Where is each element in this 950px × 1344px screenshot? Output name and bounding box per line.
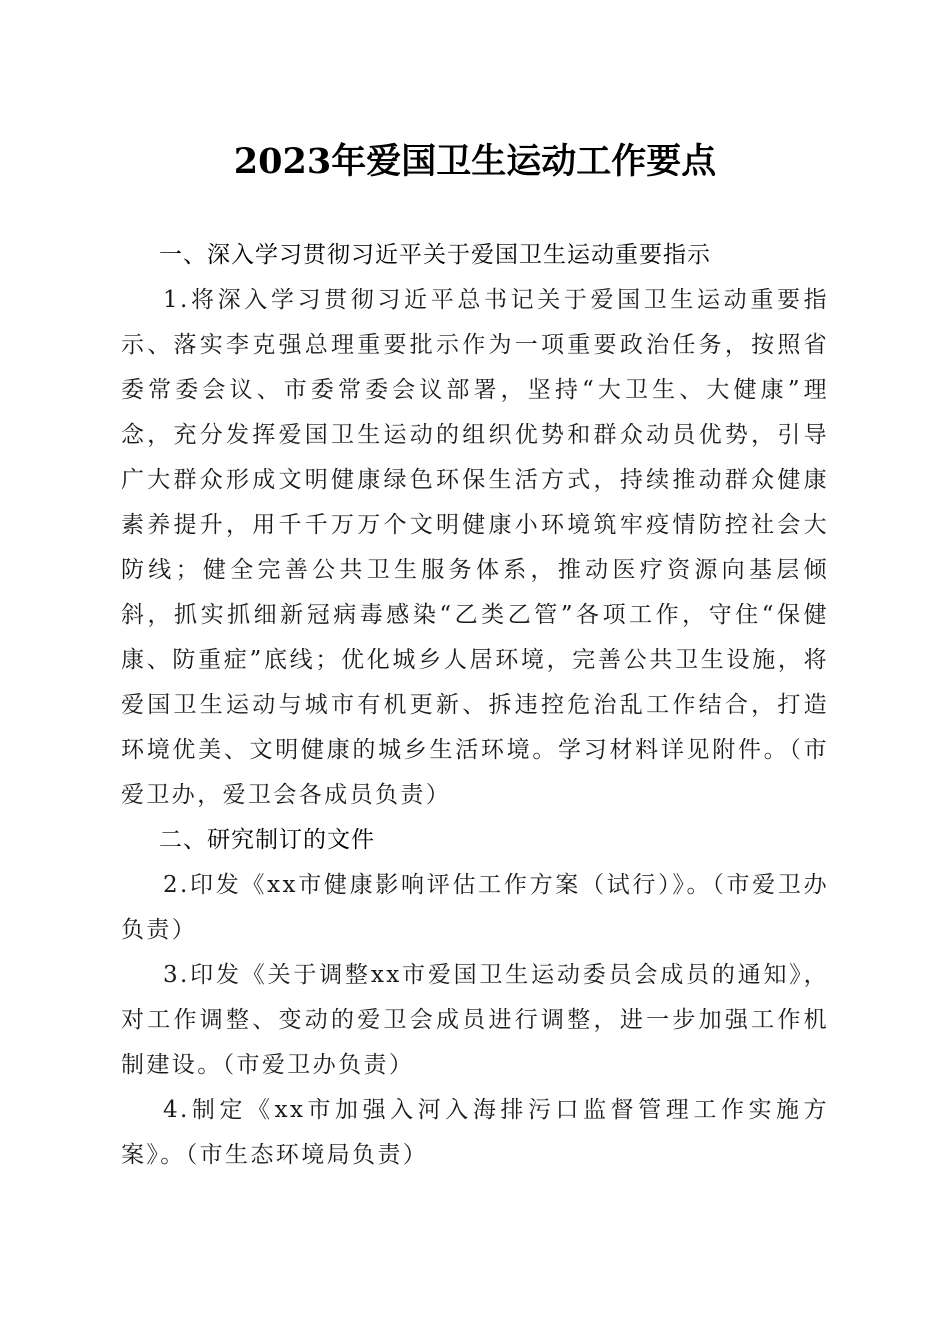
section-heading-2: 二、研究制订的文件	[159, 827, 375, 853]
paragraph-item-2: 2.印发《xx市健康影响评估工作方案（试行）》。（市爱卫办负责）	[121, 872, 829, 943]
paragraph-item-4: 4.制定《xx市加强入河入海排污口监督管理工作实施方案》。（市生态环境局负责）	[121, 1097, 829, 1168]
section-heading-1: 一、深入学习贯彻习近平关于爱国卫生运动重要指示	[159, 242, 711, 268]
paragraph-item-3: 3.印发《关于调整xx市爱国卫生运动委员会成员的通知》，对工作调整、变动的爱卫会成员进行调整，进一步加强工作机制建设。（市爱卫办负责）	[121, 962, 829, 1078]
paragraph-item-1: 1.将深入学习贯彻习近平总书记关于爱国卫生运动重要指示、落实李克强总理重要批示作为一项重要政治任务，按照省委常委会议、市委常委会议部署，坚持“大卫生、大健康”理念，充分发挥爱国卫生运动的组织优势和群众动员优势，引导广大群众形成文明健康绿色环保生活方式，持续推动群众健康素养提升，用千千万万个文明健康小环境筑牢疫情防控社会大防线；健全完善公共卫生服务体系，推动医疗资源向基层倾斜，抓实抓细新冠病毒感染“乙类乙管”各项工作，守住“保健康、防重症”底线；优化城乡人居环境，完善公共卫生设施，将爱国卫生运动与城市有机更新、拆违控危治乱工作结合，打造环境优美、文明健康的城乡生活环境。学习材料详见附件。（市爱卫办，爱卫会各成员负责）	[121, 287, 829, 808]
document-title: 2023年爱国卫生运动工作要点	[233, 141, 717, 182]
document-body	[121, 233, 829, 1178]
